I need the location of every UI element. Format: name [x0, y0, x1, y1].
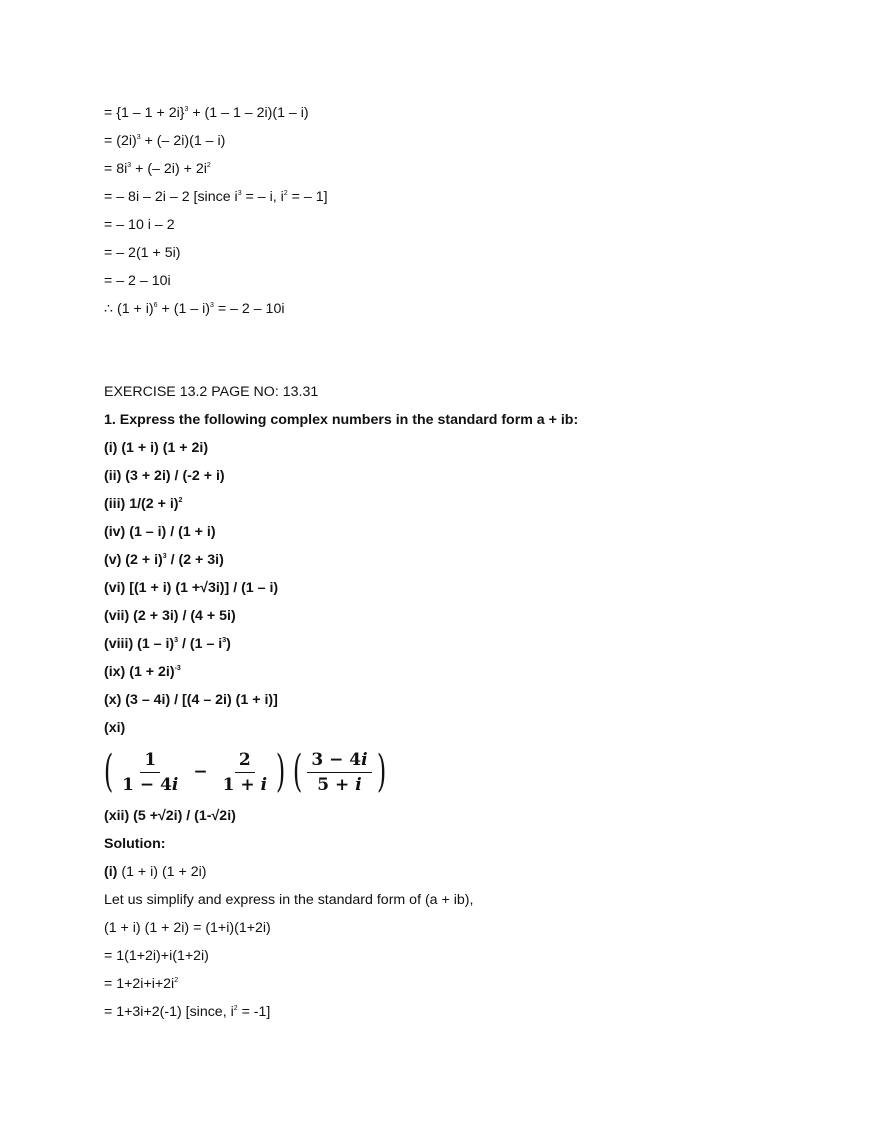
text-segment: (i) (1 + i) (1 + 2i): [104, 440, 209, 456]
text-line: [104, 886, 578, 914]
text-segment: = 1+3i+2(-1) [since, i: [104, 1004, 234, 1020]
denominator: [219, 773, 271, 795]
fraction-2: [219, 750, 271, 795]
text-line: [104, 127, 578, 155]
spacer: [104, 323, 578, 378]
text-line: [104, 630, 578, 658]
superscript: 3: [222, 637, 227, 644]
text-line: [104, 942, 578, 970]
superscript: 2: [233, 1005, 238, 1012]
text-segment: (1 + i) (1 + 2i) = (1+i)(1+2i): [104, 920, 271, 936]
text-segment: = – 2 – 10i: [104, 273, 171, 289]
text-segment: (x) (3 – 4i) / [(4 – 2i) (1 + i)]: [104, 692, 278, 708]
text-segment: (xii) (5 +√2i) / (1-√2i): [104, 808, 236, 824]
left-paren: (: [293, 746, 303, 797]
text-segment: + (1 – 1 – 2i)(1 – i): [188, 105, 309, 121]
den-text: 5 +: [317, 774, 356, 795]
text-line: [104, 183, 578, 211]
text-line: [104, 99, 578, 127]
text-line: [104, 155, 578, 183]
text-line: [104, 211, 578, 239]
text-line: [104, 406, 578, 434]
text-segment: 1. Express the following complex numbers in the standard form a + ib:: [104, 412, 579, 428]
text-line: [104, 490, 578, 518]
text-line: [104, 602, 578, 630]
text-segment: Let us simplify and express in the standard form of (a + ib),: [104, 892, 474, 908]
text-segment: (iv) (1 – i) / (1 + i): [104, 524, 216, 540]
text-segment: = 1(1+2i)+i(1+2i): [104, 948, 209, 964]
fraction-1: [118, 750, 182, 795]
text-segment: = (2i): [104, 133, 137, 149]
text-segment: (viii) (1 – i): [104, 636, 175, 652]
superscript: -3: [174, 665, 181, 672]
document-page: [104, 99, 578, 1026]
text-segment: EXERCISE 13.2 PAGE NO: 13.31: [104, 384, 319, 400]
text-line: [104, 858, 578, 886]
text-segment: Solution:: [104, 836, 166, 852]
text-line: [104, 518, 578, 546]
text-line: [104, 434, 578, 462]
numerator: [307, 750, 371, 773]
superscript: 2: [206, 162, 211, 169]
fraction-3: [307, 750, 371, 795]
text-line: [104, 462, 578, 490]
text-segment: / (2 + 3i): [166, 552, 224, 568]
math-expression-xi: [104, 742, 578, 802]
text-segment: = – 2 – 10i: [213, 301, 285, 317]
den-var: i: [355, 774, 362, 795]
text-line: [104, 658, 578, 686]
text-segment: (v) (2 + i): [104, 552, 163, 568]
denominator: [313, 773, 365, 795]
superscript: 3: [162, 553, 167, 560]
text-segment: (ix) (1 + 2i): [104, 664, 175, 680]
text-segment: + (– 2i)(1 – i): [140, 133, 226, 149]
superscript: 6: [153, 302, 158, 309]
text-line: [104, 686, 578, 714]
superscript: 3: [209, 302, 214, 309]
text-segment: = – 8i – 2i – 2 [since i: [104, 189, 238, 205]
den-text: 1 +: [222, 774, 261, 795]
text-line: [104, 914, 578, 942]
text-segment: (1 + i) (1 + 2i): [117, 864, 207, 880]
text-segment: = – 2(1 + 5i): [104, 245, 181, 261]
text-line: [104, 546, 578, 574]
text-segment: (xi): [104, 720, 126, 736]
text-segment: = – 10 i – 2: [104, 217, 175, 233]
superscript: 3: [127, 162, 132, 169]
text-segment: ∴ (1 + i): [104, 301, 154, 317]
text-segment: = 1+2i+i+2i: [104, 976, 175, 992]
numerator: 1: [140, 750, 160, 773]
den-text: 1 − 4: [122, 774, 172, 795]
text-line: [104, 378, 578, 406]
num-text: 3 − 4: [311, 749, 362, 770]
text-segment: / (1 – i: [178, 636, 223, 652]
text-segment: (iii) 1/(2 + i): [104, 496, 179, 512]
text-segment: = – i, i: [241, 189, 284, 205]
text-segment: + (1 – i): [157, 301, 210, 317]
text-line: [104, 830, 578, 858]
text-segment: + (– 2i) + 2i: [131, 161, 207, 177]
minus-sign: −: [193, 762, 208, 782]
text-line: [104, 267, 578, 295]
superscript: 2: [178, 497, 183, 504]
denominator: [118, 773, 182, 795]
text-line: [104, 574, 578, 602]
num-var: i: [361, 749, 368, 770]
right-paren: ): [275, 746, 286, 797]
text-line: [104, 802, 578, 830]
superscript: 2: [283, 190, 288, 197]
text-line: [104, 970, 578, 998]
superscript: 2: [174, 977, 179, 984]
text-segment: = – 1]: [287, 189, 328, 205]
text-line: [104, 295, 578, 323]
text-segment: ): [226, 636, 231, 652]
text-segment: (vi) [(1 + i) (1 +√3i)] / (1 – i): [104, 580, 279, 596]
left-paren: (: [103, 746, 114, 797]
text-line: [104, 714, 578, 742]
text-line: [104, 239, 578, 267]
superscript: 3: [237, 190, 242, 197]
numerator: 2: [235, 750, 255, 773]
text-segment: = -1]: [237, 1004, 271, 1020]
text-segment: (ii) (3 + 2i) / (-2 + i): [104, 468, 225, 484]
text-segment: = 8i: [104, 161, 128, 177]
text-segment: (i): [104, 864, 118, 880]
superscript: 3: [184, 106, 189, 113]
den-var: i: [260, 774, 268, 795]
superscript: 3: [136, 134, 141, 141]
text-line: [104, 998, 578, 1026]
right-paren: ): [376, 746, 386, 797]
text-segment: (vii) (2 + 3i) / (4 + 5i): [104, 608, 236, 624]
superscript: 3: [174, 637, 179, 644]
text-segment: = {1 – 1 + 2i}: [104, 105, 185, 121]
den-var: i: [171, 774, 179, 795]
